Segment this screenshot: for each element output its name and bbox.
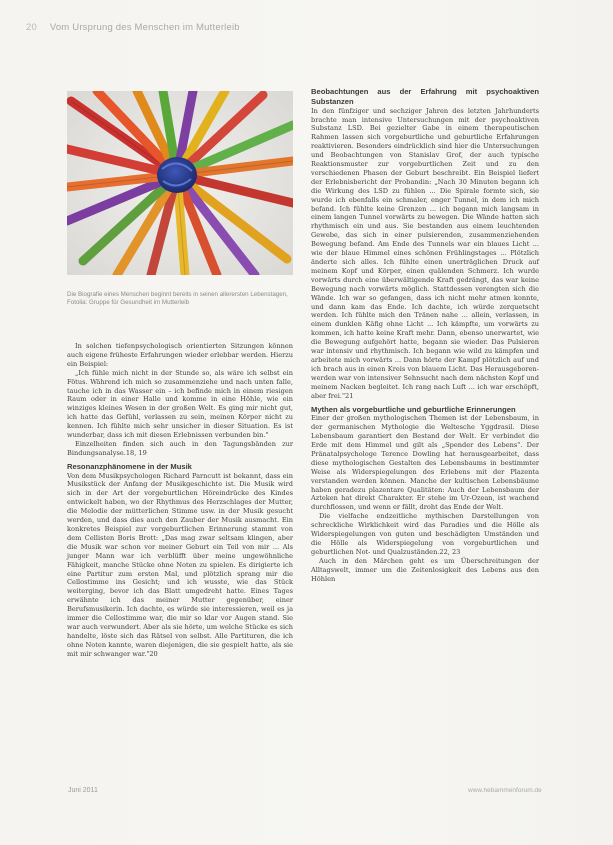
left-column: [67, 342, 293, 659]
section-heading: Mythen als vorgeburtliche und geburtliche Erinnerungen: [311, 404, 516, 414]
right-column: [311, 87, 539, 584]
photo-colored-ropes-knot: [67, 91, 293, 275]
figure-caption: Die Biografie eines Menschen beginnt bereits in seinen allerersten Lebenstagen, Fotolia: Gruppe für Gesundheit im Mutterleib: [67, 291, 288, 306]
paragraph: Einer der großen mythologischen Themen ist der Lebensbaum, in der germanischen Mythologie die Weltesche Yggdrasil. Diese Lebensbaum garantiert den Bestand der Welt. Er verbindet die Erde mit dem Himmel und gilt als „Spender des Lebens". Der Pränatalpsychologe Terence Dowling hat herausgearbeitet, dass diese mythologischen Gestalten des Lebensbaums in bestimmter Weise als Widerspiegelungen des Erlebens mit der Plazenta verstanden werden können. Manche der kultischen Lebensbäume haben geradezu plazentare Qualitäten: Auch der Lebensbaum der Azteken hat direkt Charakter. Er stehe im Ur-Ozean, ist wachend durchflossen, und wenn er fällt, droht das Ende der Welt.: [311, 414, 539, 512]
ropes-illustration: [67, 91, 293, 275]
paragraph: Die vielfache endzeitliche mythischen Darstellungen von schreckliche Wirklichkeit wird das Paradies und die Hölle als Widerspiegelungen von guten und beschädigten Umständen und die Hölle als Widerspiegelung von vorgeburtlichen und geburtlichen Not- und Qualzuständen.22, 23: [311, 512, 539, 556]
section-heading: Resonanzphänomene in der Musik: [67, 461, 192, 471]
footer-url: www.hebammenforum.de: [468, 787, 542, 794]
running-title: Vom Ursprung des Menschen im Mutterleib: [49, 22, 240, 33]
page-number: 20: [26, 22, 37, 33]
paragraph: Einzelheiten finden sich auch in den Tagungsbänden zur Bindungsanalyse.18, 19: [67, 439, 293, 457]
paragraph: Von dem Musikpsychologen Richard Parncutt ist bekannt, dass ein Musikstück der Anfang der Musikgeschichte ist. Die Musik wird sich in der Art der vorgeburtlichen Höreindrücke des Kindes entwickelt haben, wo der Rhythmus des Herzschlages der Mutter, die Melodie der mütterlichen Stimme usw. in der Musik gesucht werden, und dass dies auch den Zauber der Musik ausmacht. Ein konkretes Beispiel zur vorgeburtlichen Erinnerung stammt von dem Cellisten Boris Brott: „Das mag zwar seltsam klingen, aber die Musik war schon vor meiner Geburt ein Teil von mir ... Als junger Mann war ich verblüfft über meine ungewöhnliche Fähigkeit, manche Stücke ohne Noten zu spielen. Es dirigierte ich eine Partitur zum ersten Mal, und plötzlich sprang mir die Cellostimme ins Gesicht; und ich wusste, wie das Stück weiterging, bevor ich das Blatt umgedreht hatte. Eines Tages erwähnte ich das meiner Mutter gegenüber, einer Berufsmusikerin. Ich dachte, es würde sie interessieren, weil es ja immer die Cellostimme war, die mir so klar vor Augen stand. Sie war auch verwundert. Aber als sie hörte, um welche Stücke es sich handelte, löste sich das Rätsel von selbst. Alle Partituren, die ich ohne Noten kannte, waren diejenigen, die sie gespielt hatte, als sie mit mir schwanger war."20: [67, 471, 293, 658]
paragraph: Auch in den Märchen geht es um Überschreitungen der Alltagswelt, immer um die Zeitenlosigkeit des Lebens aus den Höhlen: [311, 556, 539, 583]
paragraph: In solchen tiefenpsychologisch orientierten Sitzungen können auch eigene früheste Erfahrungen wieder erlebbar werden. Hierzu ein Beispiel:: [67, 342, 293, 368]
running-header: [26, 22, 240, 33]
footer-date: Juni 2011: [68, 787, 98, 794]
section-heading: Beobachtungen aus der Erfahrung mit psychoaktiven Substanzen: [311, 87, 539, 106]
quote-paragraph: „Ich fühle mich nicht in der Stunde so, als wäre ich selbst ein Fötus. Während ich mich so zusammenziehe und nach unten falle, tauche ich in das Wasser ein – ich befinde mich in einem riesigen Raum oder in einer Halle und komme in eine Höhle, wie ein winziges kleines Wesen in der großen Welt. Es ging mir nicht gut, ich hatte das Gefühl, verlassen zu sein, meinen Körper nicht zu kennen. Ich fühlte mich sehr unsicher in dieser Situation. Es ist wunderbar, dass ich mit diesen Erlebnissen verbunden bin.": [67, 368, 293, 440]
paragraph: In den fünfziger und sechziger Jahren des letzten Jahrhunderts brachte man intensive Untersuchungen mit der psychoaktiven Substanz LSD. Bei gezielter Gabe in einem therapeutischen Rahmen lassen sich vorgeburtliche und geburtliche Erfahrungen reaktivieren. Besonders eindrücklich sind hier die Untersuchungen und Beobachtungen von Stanislav Grof, der auch typische Reaktionsmuster zur vorgeburtlichen Zeit und zu den verschiedenen Phasen der Geburt beschreibt. Ein Beispiel liefert der Erlebnisbericht der Probandin: „Nach 30 Minuten begann ich die Wirkung des LSD zu fühlen ... Die Spirale formte sich, sie wurde ich ebenfalls ein schmaler, enger Tunnel, in dem ich mich befand. Ich fühlte keine Grenzen ... ich begann mich langsam in einem langen Tunnel vorwärts zu bewegen. Die Wände hatten sich rhythmisch ein und aus. Sie bestanden aus einem leuchtenden Gewebe, das sich in einer pulsierenden, zusammenziehenden Bewegung befand. Am Ende des Tunnels war ein blaues Licht ... wie der blaue Himmel eines schönen Frühlingstages ... Plötzlich änderte sich alles. Ich fühlte einen unerträglichen Druck auf meinem Kopf und Körper, einen quälenden Schmerz. Ich wurde vorwärts durch eine überwältigende Kraft gedrängt, das war keine Bewegung nach vorwärts möglich. Stattdessen verengten sich die Wände. Ich war so gefangen, dass ich nicht mehr atmen konnte, und dann kam das Ende. Ich dachte, ich würde zerquetscht werden. Ich fühlte mich den Tränen nahe ... allein, verlassen, in einem dunklen Käfig ohne Licht ... Ich kämpfte, um vorwärts zu kommen, ich hatte keine Kraft mehr. Dann, ebenso unerwartet, wie die Bewegung aufgehört hatte, begann sie wieder. Das Pulsieren war intensiv und rhythmisch. Ich begann wie wild zu kämpfen und arbeitete mich vorwärts ... Dann hörte der Kampf plötzlich auf und ich brach aus in einen Kreis von blauem Licht. Das Herausgeboren-werden war von intensiver Sehnsucht nach dem nächsten Kopf und meinem Nacken begleitet. Ich rang nach Luft ... ich war erschöpft, aber frei."21: [311, 106, 539, 400]
